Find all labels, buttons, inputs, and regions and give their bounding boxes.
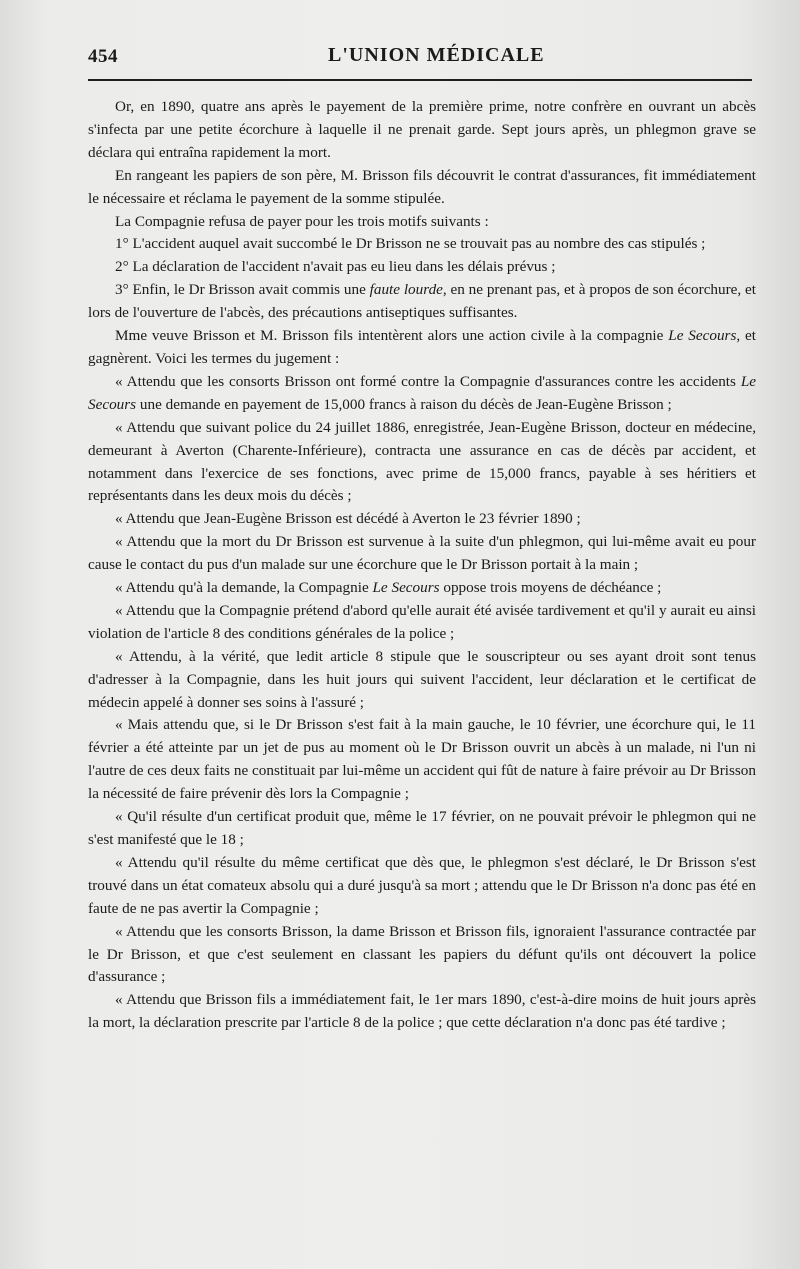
paragraph: « Attendu, à la vérité, que ledit article 8 stipule que le souscripteur ou ses ayant droit sont tenus d'adresser à la Compagnie, dans les huit jours qui suivent l'accident, leur déclaration et le certificat de médecin appelé à donner ses soins à l'assuré ; xyxy=(88,647,756,711)
text-run: « Attendu que les consorts Brisson ont formé contre la Compagnie d'assurances contre les accidents xyxy=(115,372,741,390)
italic-phrase: Le Secours xyxy=(668,327,737,345)
paragraph: Or, en 1890, quatre ans après le payement de la première prime, notre confrère en ouvrant un abcès s'infecta par une petite écorchure à laquelle il ne prenait garde. Sept jours après, un phlegmon grave se déclara qui entraîna rapidement la mort. xyxy=(88,98,756,161)
paragraph: « Attendu que les consorts Brisson, la dame Brisson et Brisson fils, ignoraient l'assurance contractée par le Dr Brisson, et que c'est seulement en classant les papiers du défunt qu'ils ont découvert la police d'assurance ; xyxy=(88,922,756,986)
paragraph xyxy=(88,325,756,371)
text-run: une demande en payement de 15,000 francs à raison du décès de Jean-Eugène Brisson ; xyxy=(136,395,672,413)
paragraph xyxy=(88,577,756,600)
paragraph: « Attendu qu'il résulte du même certificat que dès que, le phlegmon s'est déclaré, le Dr Brisson s'est trouvé dans un état comateux absolu qui a duré jusqu'à sa mort ; attendu que le Dr Brisson n'a donc pas été en faute de ne pas avertir la Compagnie ; xyxy=(88,853,756,917)
paragraph: « Attendu que la Compagnie prétend d'abord qu'elle aurait été avisée tardivement et qu'il y aurait eu ainsi violation de l'article 8 des conditions générales de la police ; xyxy=(88,601,756,642)
paragraph: 2° La déclaration de l'accident n'avait pas eu lieu dans les délais prévus ; xyxy=(115,258,556,276)
paragraph: « Attendu que Brisson fils a immédiatement fait, le 1er mars 1890, c'est-à-dire moins de huit jours après la mort, la déclaration prescrite par l'article 8 de la police ; que cette déclaration n'a donc pas été tardive ; xyxy=(88,991,756,1032)
text-run: , et gagnèrent. Voici les termes du jugement : xyxy=(88,327,757,367)
paragraph: « Attendu que Jean-Eugène Brisson est décédé à Averton le 23 février 1890 ; xyxy=(115,510,581,528)
text-run: , en ne prenant pas, et à propos de son écorchure, et lors de l'ouverture de l'abcès, des précautions antiseptiques suffisantes. xyxy=(88,281,756,322)
italic-phrase: Le Secours xyxy=(372,579,440,597)
paragraph: « Mais attendu que, si le Dr Brisson s'est fait à la main gauche, le 10 février, une écorchure qui, le 11 février a été atteinte par un jet de pus au moment où le Dr Brisson ouvrit un abcès à un malade, ni l'un ni l'autre de ces deux faits ne constituait par lui-même un accident qui fût de nature à faire prévoir au Dr Brisson la nécessité de faire prévenir dès lors la Compagnie ; xyxy=(88,716,756,803)
header-rule xyxy=(88,79,752,81)
running-title: L'UNION MÉDICALE xyxy=(328,44,545,66)
text-run: oppose trois moyens de déchéance ; xyxy=(439,579,662,597)
paragraph: « Attendu que la mort du Dr Brisson est survenue à la suite d'un phlegmon, qui lui-même avait eu pour cause le contact du pus d'un malade sur une écorchure que le Dr Brisson portait à la main ; xyxy=(88,533,756,574)
text-run: 3° Enfin, le Dr Brisson avait commis une xyxy=(115,281,370,299)
paragraph: « Qu'il résulte d'un certificat produit que, même le 17 février, on ne pouvait prévoir le phlegmon qui ne s'est manifesté que le 18 ; xyxy=(88,808,756,848)
text-run: Mme veuve Brisson et M. Brisson fils intentèrent alors une action civile à la compagnie xyxy=(115,327,669,345)
paragraph: 1° L'accident auquel avait succombé le Dr Brisson ne se trouvait pas au nombre des cas stipulés ; xyxy=(115,235,706,253)
paragraph xyxy=(88,371,756,417)
italic-phrase: faute lourde xyxy=(369,281,443,299)
paragraph: En rangeant les papiers de son père, M. Brisson fils découvrit le contrat d'assurances, fit immédiatement le nécessaire et réclama le payement de la somme stipulée. xyxy=(88,166,756,207)
page-header xyxy=(88,42,754,74)
body-text xyxy=(88,96,756,1035)
paragraph: La Compagnie refusa de payer pour les trois motifs suivants : xyxy=(115,212,489,230)
page-number: 454 xyxy=(88,46,118,67)
text-run: « Attendu qu'à la demande, la Compagnie xyxy=(115,579,373,597)
paragraph: « Attendu que suivant police du 24 juillet 1886, enregistrée, Jean-Eugène Brisson, docteur en médecine, demeurant à Averton (Charente-Inférieure), contracta une assurance en cas de décès par accident, et notamment dans l'exercice de ses fonctions, avec prime de 15,000 francs, payable à ses héritiers et représentants dans les deux mois du décès ; xyxy=(88,418,756,505)
paragraph xyxy=(88,279,756,325)
italic-phrase: Le Secours xyxy=(88,372,756,413)
